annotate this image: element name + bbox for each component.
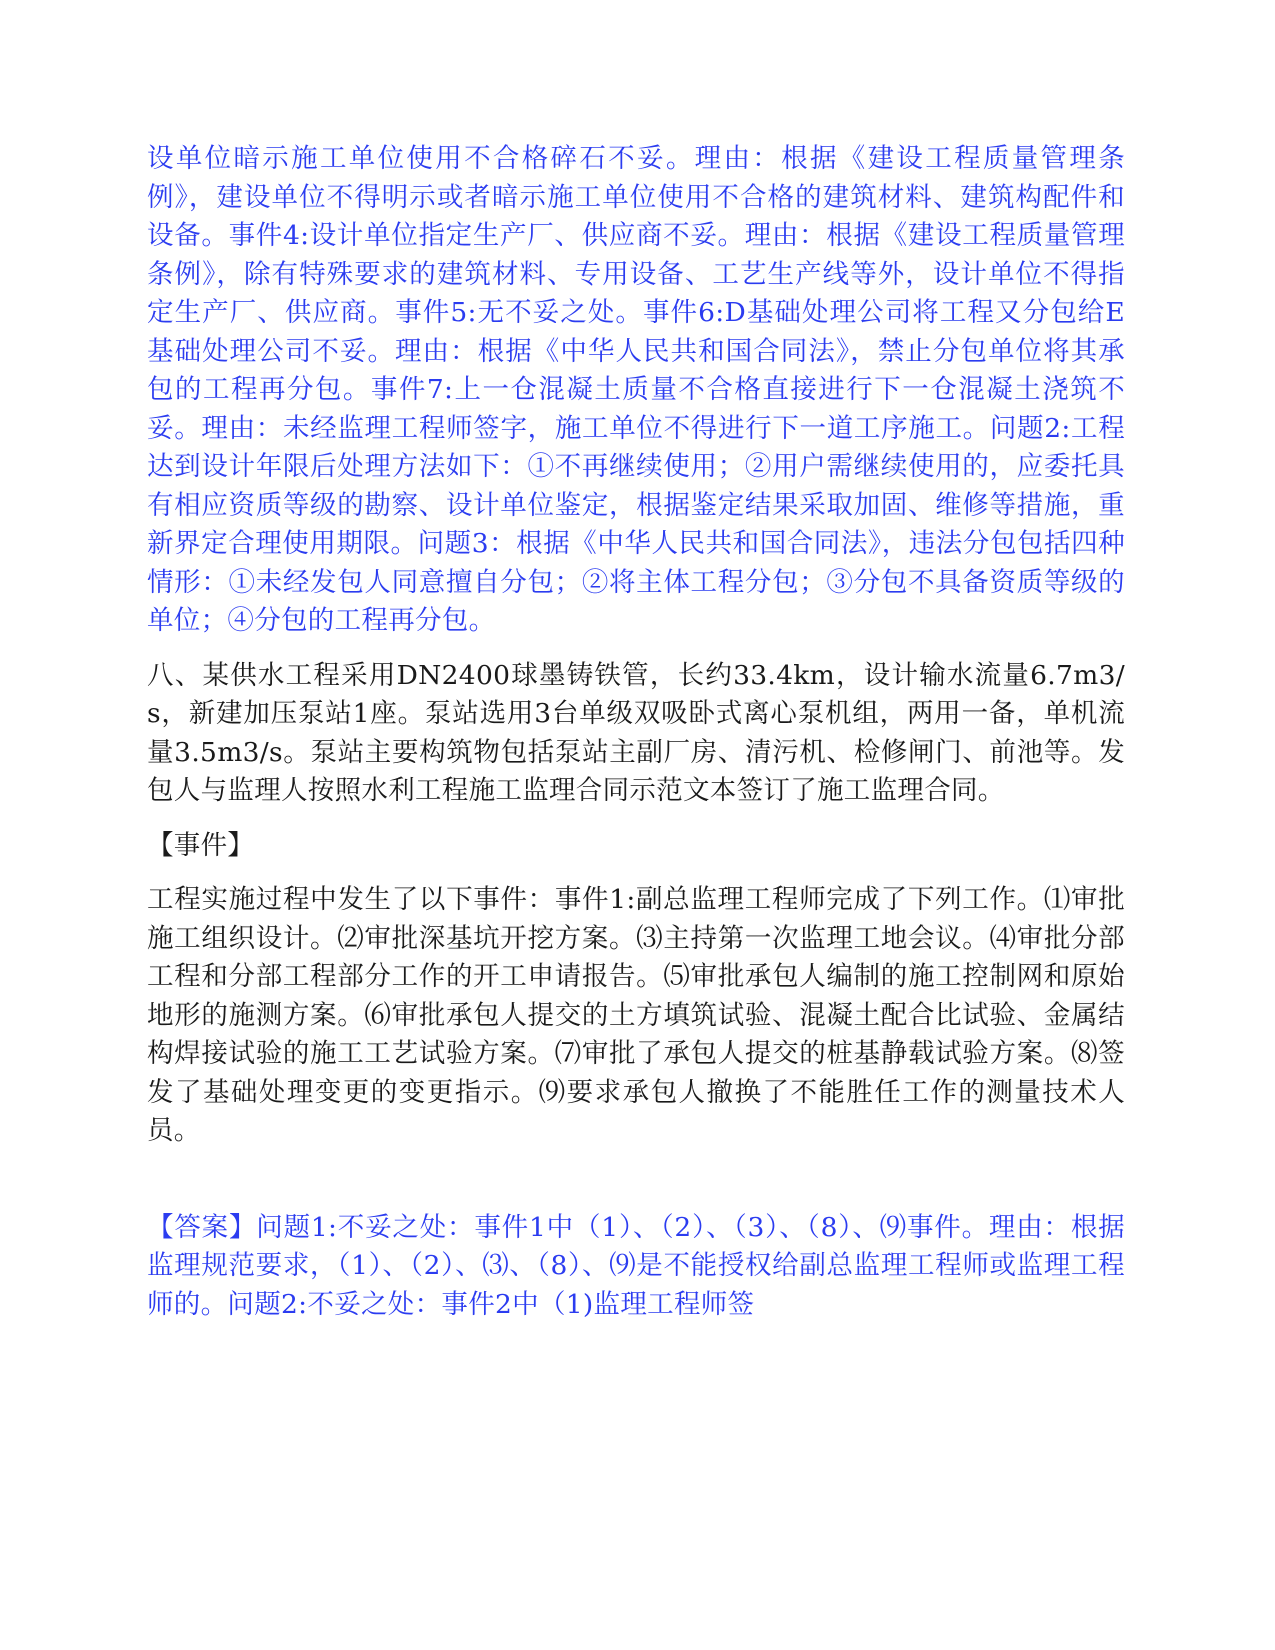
answer-paragraph: 【答案】问题1:不妥之处：事件1中（1）、（2）、（3）、（8）、⑼事件。理由：根据监理规范要求，（1）、（2）、⑶、（8）、⑼是不能授权给副总监理工程师或监理工程师的。问题2:不妥之处：事件2中（1)监理工程师签 [147,1211,1125,1320]
events-body-paragraph: 工程实施过程中发生了以下事件：事件1:副总监理工程师完成了下列工作。⑴审批施工组织设计。⑵审批深基坑开挖方案。⑶主持第一次监理工地会议。⑷审批分部工程和分部工程部分工作的开工申请报告。⑸审批承包人编制的施工控制网和原始地形的施测方案。⑹审批承包人提交的土方填筑试验、混凝土配合比试验、金属结构焊接试验的施工工艺试验方案。⑺审批了承包人提交的桩基静载试验方案。⑻签发了基础处理变更的变更指示。⑼要求承包人撤换了不能胜任工作的测量技术人员。 [147,884,1125,1146]
question-eight-paragraph: 八、某供水工程采用DN2400球墨铸铁管，长约33.4km，设计输水流量6.7m3/s，新建加压泵站1座。泵站选用3台单级双吸卧式离心泵机组，两用一备，单机流量3.5m3/s。泵站主要构筑物包括泵站主副厂房、清污机、检修闸门、前池等。发包人与监理人按照水利工程施工监理合同示范文本签订了施工监理合同。 [147,659,1125,806]
answer-continuation-paragraph: 设单位暗示施工单位使用不合格碎石不妥。理由：根据《建设工程质量管理条例》，建设单位不得明示或者暗示施工单位使用不合格的建筑材料、建筑构配件和设备。事件4:设计单位指定生产厂、供应商不妥。理由：根据《建设工程质量管理条例》，除有特殊要求的建筑材料、专用设备、工艺生产线等外，设计单位不得指定生产厂、供应商。事件5:无不妥之处。事件6:D基础处理公司将工程又分包给E基础处理公司不妥。理由：根据《中华人民共和国合同法》，禁止分包单位将其承包的工程再分包。事件7:上一仓混凝土质量不合格直接进行下一仓混凝土浇筑不妥。理由：未经监理工程师签字，施工单位不得进行下一道工序施工。问题2:工程达到设计年限后处理方法如下：①不再继续使用；②用户需继续使用的，应委托具有相应资质等级的勘察、设计单位鉴定，根据鉴定结果采取加固、维修等措施，重新界定合理使用期限。问题3：根据《中华人民共和国合同法》，违法分包包括四种情形：①未经发包人同意擅自分包；②将主体工程分包；③分包不具备资质等级的单位；④分包的工程再分包。 [147,143,1125,636]
document-page [147,140,1125,1324]
events-heading: 【事件】 [147,829,255,861]
